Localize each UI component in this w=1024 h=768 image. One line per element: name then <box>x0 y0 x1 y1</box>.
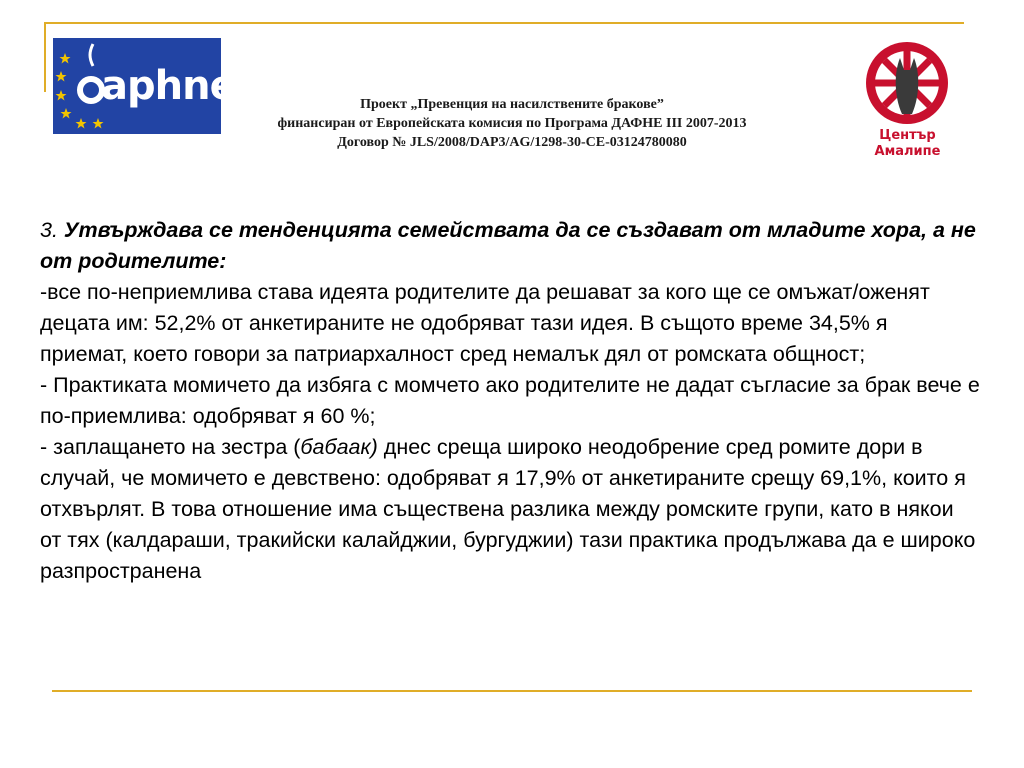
bullet-dowry <box>40 432 980 587</box>
point-number: 3. <box>40 218 58 242</box>
left-gold-rule <box>44 22 46 92</box>
contract-number: Договор № JLS/2008/DAP3/AG/1298-30-CE-03124780080 <box>337 135 687 150</box>
top-gold-rule <box>44 22 964 24</box>
funding-line: финансиран от Европейската комисия по Програма ДАФНЕ III 2007-2013 <box>277 116 747 131</box>
dowry-term: бабаак) <box>300 435 378 459</box>
point-title: Утвърждава се тенденцията семействата да се създават от младите хора, а не от родителите: <box>40 218 976 273</box>
bottom-gold-rule <box>52 690 972 692</box>
bullet-elopement: - Практиката момичето да избяга с момчето ако родителите не дадат съгласие за брак вече е по-приемлива: одобряват я 60 %; <box>40 373 980 428</box>
dowry-text-rest: днес среща широко неодобрение сред ромите дори в случай, че момичето е девствено: одобряват я 17,9% от анкетираните срещу 69,1%, които я отхвърлят. В това отношение има съществена разлика между ромските групи, като в някои от тях (калдараши, тракийски калайджии, бургуджии) тази практика продължава да е широко разпространена <box>40 435 976 583</box>
point-heading <box>40 215 980 277</box>
amalipe-logo <box>850 38 965 159</box>
dowry-text-start: - заплащането на зестра ( <box>40 435 301 459</box>
project-header <box>212 95 812 152</box>
daphne-logo <box>53 38 236 134</box>
amalipe-caption: Център Амалипе <box>874 128 941 159</box>
daphne-wordmark: aphne <box>101 63 236 109</box>
amalipe-wheel-icon <box>850 38 965 128</box>
slide-body <box>40 215 980 587</box>
bullet-parents-choice: -все по-неприемлива става идеята родителите да решават за кого ще се омъжат/оженят децата им: 52,2% от анкетираните не одобряват тази идея. В същото време 34,5% я приемат, което говори за патриархалност сред немалък дял от ромската общност; <box>40 280 930 366</box>
project-title: Проект „Превенция на насилствените бракове” <box>360 97 664 112</box>
